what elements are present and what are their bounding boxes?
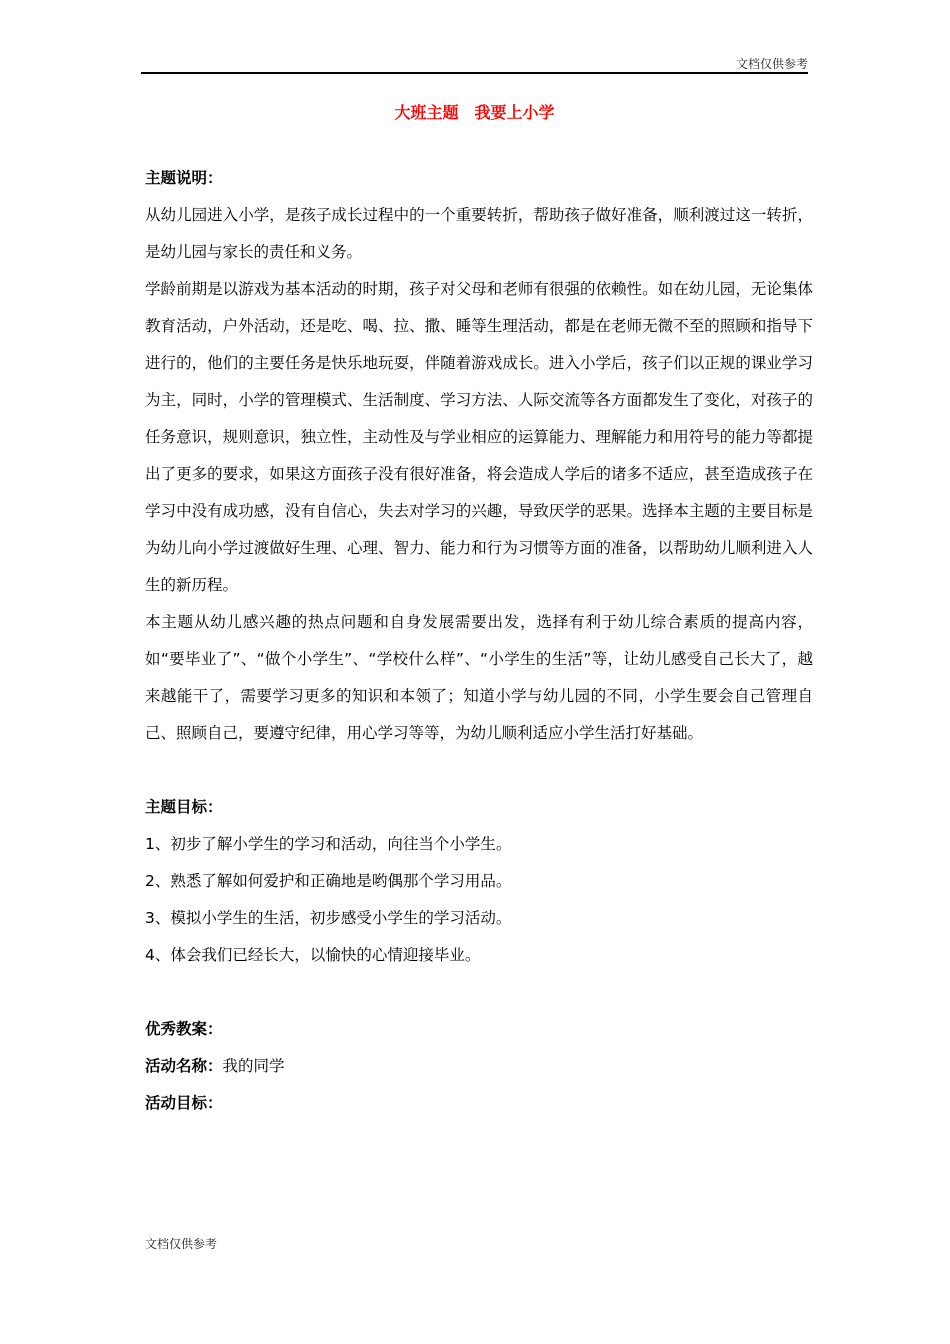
document-body	[145, 160, 813, 1122]
activity-name-label: 活动名称：	[145, 1057, 223, 1075]
theme-description-heading: 主题说明：	[145, 169, 223, 187]
theme-description-paragraph-2: 学龄前期是以游戏为基本活动的时期，孩子对父母和老师有很强的依赖性。如在幼儿园，无论集体教育活动，户外活动，还是吃、喝、拉、撒、睡等生理活动，都是在老师无微不至的照顾和指导下进行的，他们的主要任务是快乐地玩耍，伴随着游戏成长。进入小学后，孩子们以正规的课业学习为主，同时，小学的管理模式、生活制度、学习方法、人际交流等各方面都发生了变化，对孩子的任务意识，规则意识，独立性，主动性及与学业相应的运算能力、理解能力和用符号的能力等都提出了更多的要求，如果这方面孩子没有很好准备，将会造成人学后的诸多不适应，甚至造成孩子在学习中没有成功感，没有自信心，失去对学习的兴趣，导致厌学的恶果。选择本主题的主要目标是为幼儿向小学过渡做好生理、心理、智力、能力和行为习惯等方面的准备，以帮助幼儿顺利进入人生的新历程。	[145, 280, 813, 594]
theme-goal-item-3: 3、模拟小学生的生活，初步感受小学生的学习活动。	[145, 909, 512, 927]
section-spacer	[145, 752, 813, 789]
section-spacer	[145, 974, 813, 1011]
activity-name-line	[145, 1048, 813, 1085]
header-divider	[141, 72, 808, 74]
header-note: 文档仅供参考	[735, 57, 808, 71]
activity-name-value: 我的同学	[222, 1057, 285, 1075]
theme-goal-item-1: 1、初步了解小学生的学习和活动，向往当个小学生。	[145, 835, 512, 853]
theme-goal-item-4: 4、体会我们已经长大，以愉快的心情迎接毕业。	[145, 946, 481, 964]
lesson-plan-heading: 优秀教案：	[145, 1020, 223, 1038]
footer-note: 文档仅供参考	[145, 1237, 218, 1251]
theme-description-paragraph-3: 本主题从幼儿感兴趣的热点问题和自身发展需要出发，选择有利于幼儿综合素质的提高内容，如“要毕业了”、“做个小学生”、“学校什么样”、“小学生的生活”等，让幼儿感受自己长大了，越来越能干了，需要学习更多的知识和本领了；知道小学与幼儿园的不同，小学生要会自己管理自己、照顾自己，要遵守纪律，用心学习等等，为幼儿顺利适应小学生活打好基础。	[145, 613, 813, 742]
theme-goals-heading: 主题目标：	[145, 798, 223, 816]
document-title: 大班主题 我要上小学	[394, 103, 555, 122]
theme-description-paragraph-1: 从幼儿园进入小学，是孩子成长过程中的一个重要转折，帮助孩子做好准备，顺利渡过这一转折，是幼儿园与家长的责任和义务。	[145, 206, 813, 261]
activity-goal-label: 活动目标：	[145, 1094, 223, 1112]
theme-goal-item-2: 2、熟悉了解如何爱护和正确地是哟偶那个学习用品。	[145, 872, 512, 890]
